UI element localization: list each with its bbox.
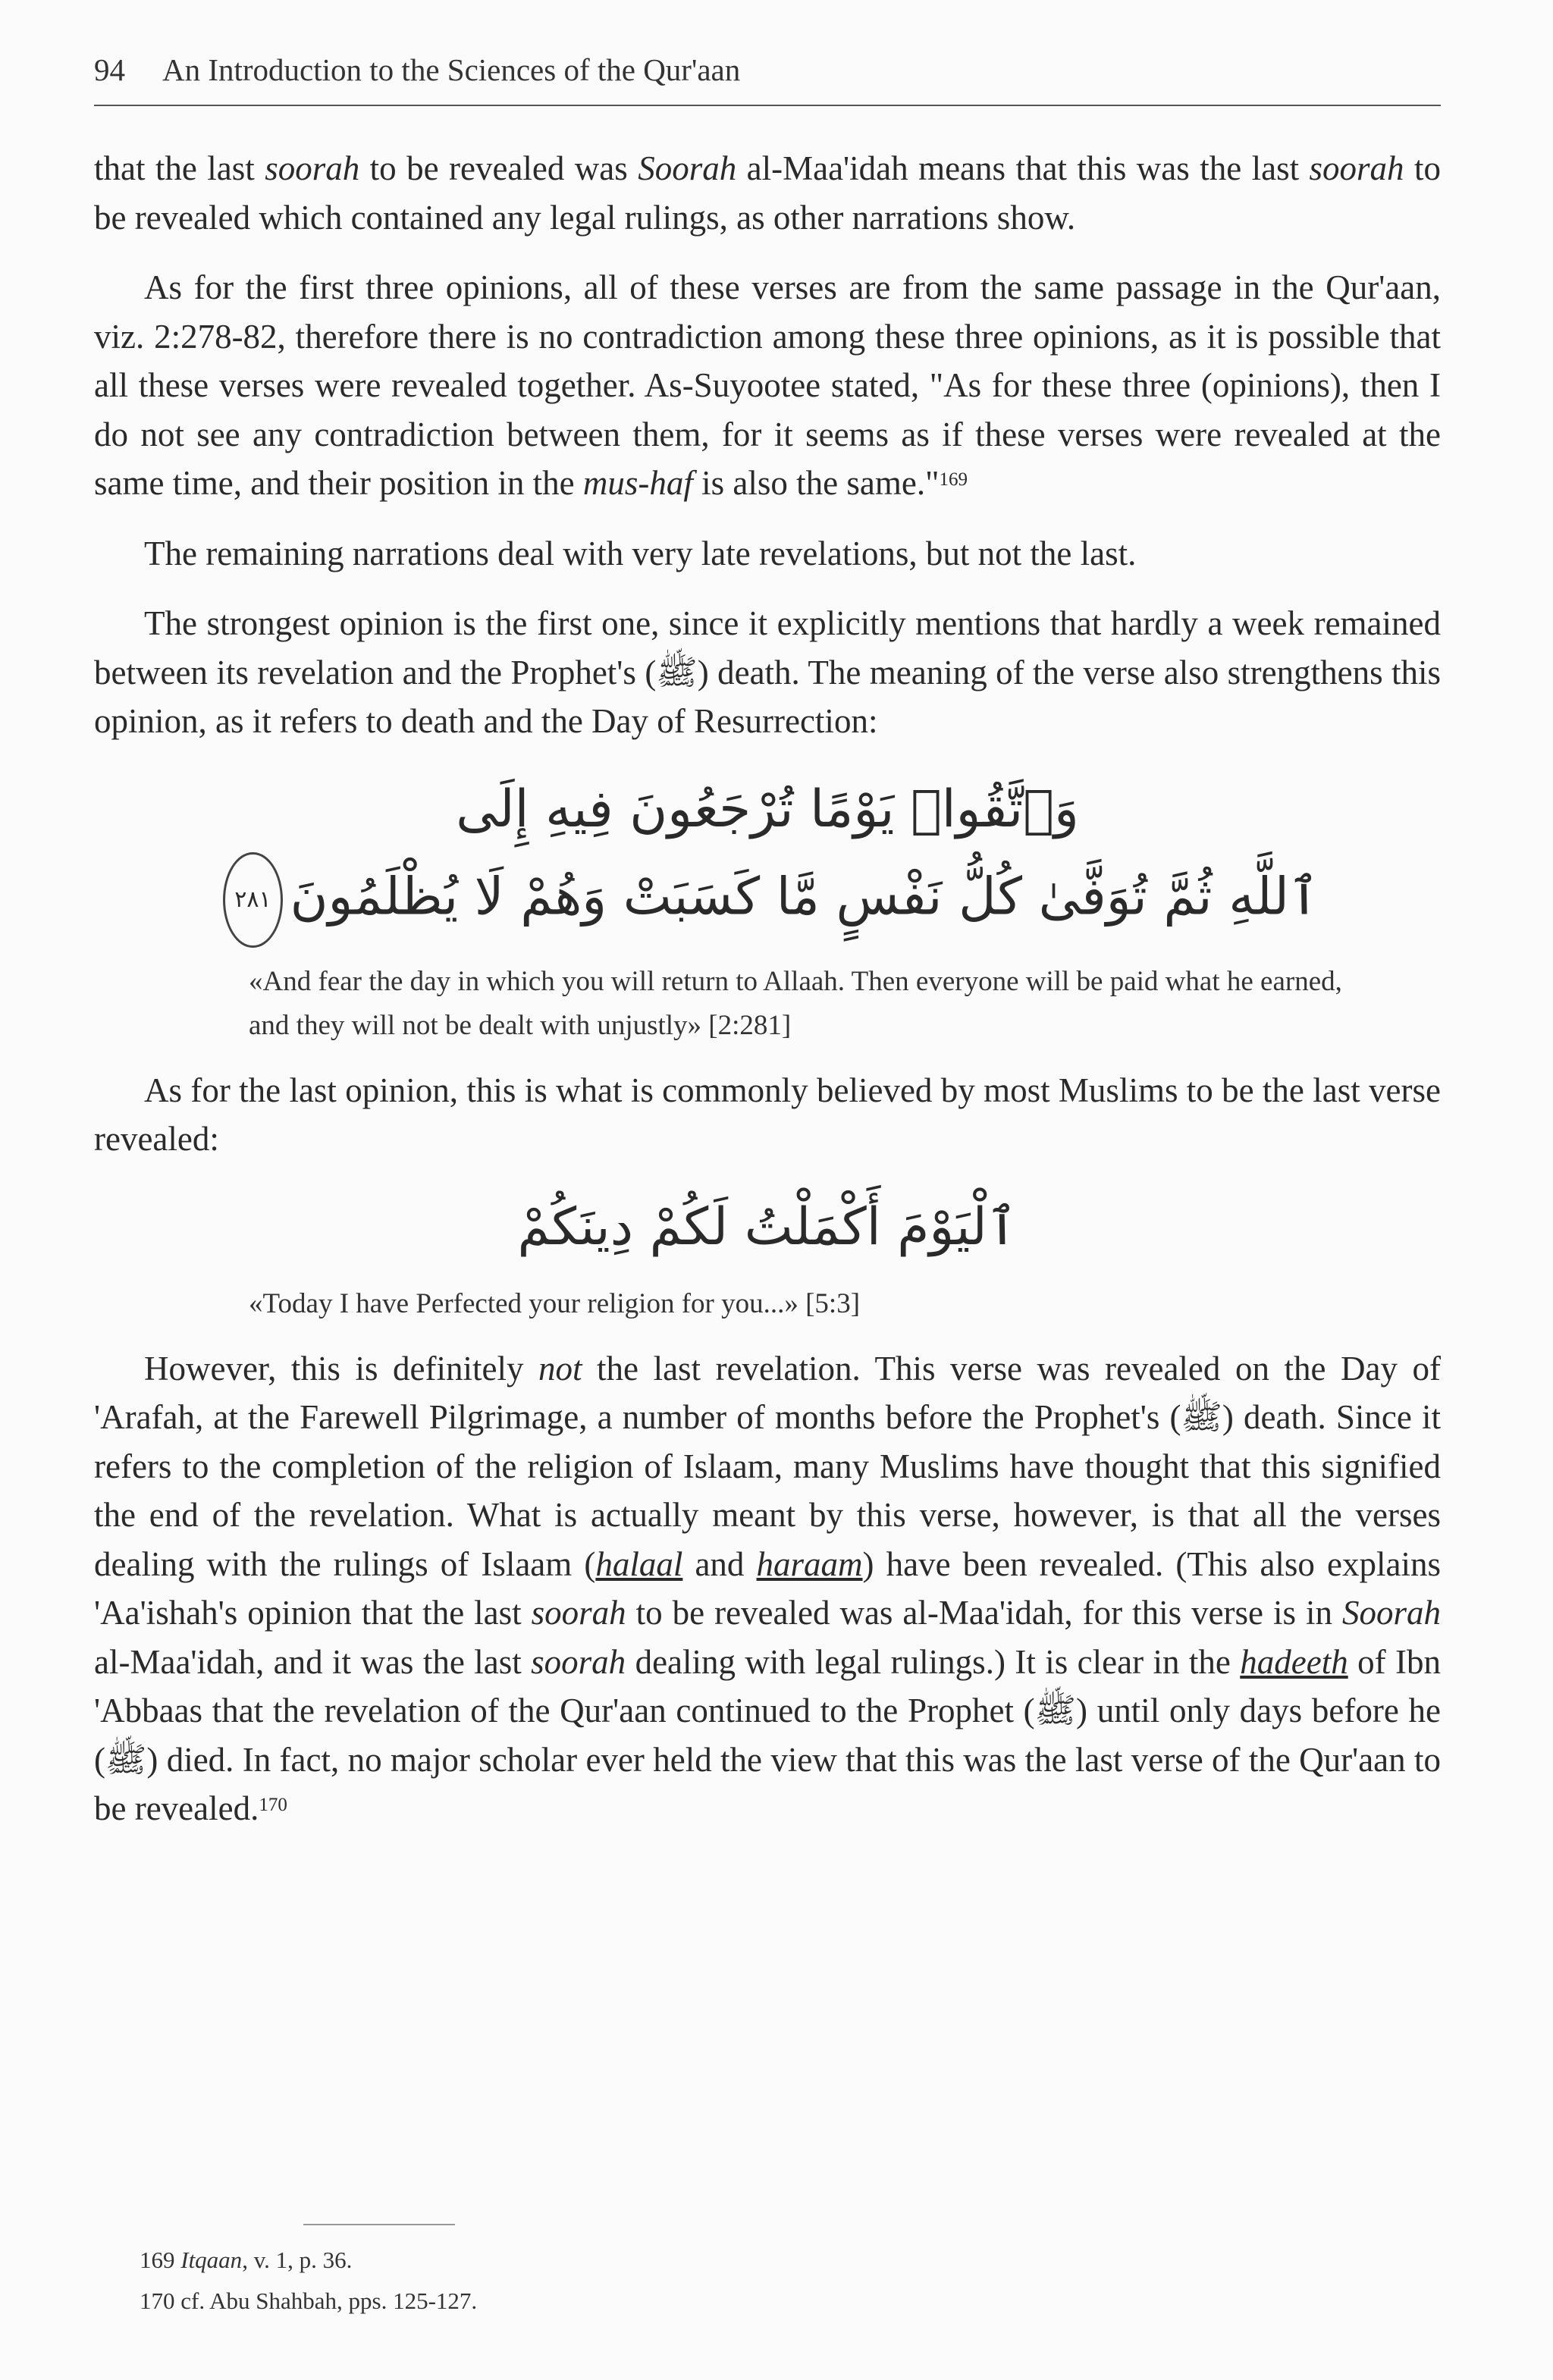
arabic-line-2 xyxy=(94,852,1441,948)
footnote-source-title: Itqaan xyxy=(180,2247,243,2273)
text-run: and xyxy=(682,1544,757,1583)
text-run: to be revealed which contained any legal rulings, as other narrations show. xyxy=(94,149,1441,237)
arabic-line-1: وَٱتَّقُوا۟ يَوْمًا تُرْجَعُونَ فِيهِ إِلَى xyxy=(456,779,1079,839)
quran-verse-5-3: ٱلْيَوْمَ أَكْمَلْتُ لَكُمْ دِينَكُمْ xyxy=(517,1196,1018,1257)
footnote-ref-169[interactable]: 169 xyxy=(939,469,968,490)
footnote-text: , v. 1, p. 36. xyxy=(242,2247,353,2273)
verse-translation-2-281: «And fear the day in which you will return to Allaah. Then everyone will be paid what he earned, and they will not be dealt with unjustly» [2:281] xyxy=(249,965,1342,1041)
text-run: al-Maa'idah, and it was the last xyxy=(94,1642,532,1681)
footnote-divider xyxy=(303,2224,455,2225)
footnote-ref-170[interactable]: 170 xyxy=(259,1795,287,1815)
paragraph-4: The strongest opinion is the first one, since it explicitly mentions that hardly a week remained between its revelation and the Prophet's (ﷺ) death. The meaning of the verse also strengthens this opinion, as it refers to death and the Day of Resurrection: xyxy=(94,604,1442,740)
footnote-number: 170 xyxy=(140,2287,175,2314)
quran-verse-2-281 xyxy=(94,767,1441,948)
italic-term: halaal xyxy=(595,1544,683,1583)
text-run: ) have been revealed. (This also explains 'Aa'ishah's opinion that the last xyxy=(94,1544,1441,1632)
page-number: 94 xyxy=(94,52,125,87)
footnote-170 xyxy=(140,2281,1277,2322)
paragraph-5: As for the last opinion, this is what is commonly believed by most Muslims to be the last verse revealed: xyxy=(94,1071,1441,1158)
text-run: the last revelation. This verse was revealed on the Day of 'Arafah, at the Farewell Pilgrimage, a number of months before the Prophet's (ﷺ) death. Since it refers to the completion of the religion of Islaam, many Muslims have thought that this signified the end of the revelation. What is actually meant by this verse, however, is that all the verses dealing with the rulings of Islaam ( xyxy=(94,1349,1441,1583)
text-run: al-Maa'idah means that this was the last xyxy=(736,149,1310,187)
verse-translation-5-3: «Today I have Perfected your religion for you...» [5:3] xyxy=(249,1287,861,1319)
italic-term: hadeeth xyxy=(1240,1642,1348,1681)
footnote-169 xyxy=(140,2240,1277,2281)
italic-term: Soorah xyxy=(1341,1594,1441,1632)
paragraph-2 xyxy=(94,263,1441,508)
italic-term: soorah xyxy=(531,1594,626,1632)
body-text xyxy=(94,144,1441,1833)
text-run: is also the same." xyxy=(692,464,940,502)
italic-term: soorah xyxy=(265,149,360,187)
paragraph-3: The remaining narrations deal with very late revelations, but not the last. xyxy=(144,534,1137,572)
paragraph-6 xyxy=(94,1344,1441,1833)
running-title: An Introduction to the Sciences of the Qur'aan xyxy=(162,52,741,87)
text-run: dealing with legal rulings.) It is clear in the xyxy=(626,1642,1241,1681)
footnote-text: cf. Abu Shahbah, pps. 125-127. xyxy=(180,2287,478,2314)
italic-term: soorah xyxy=(1309,149,1404,187)
italic-term: haraam xyxy=(756,1544,863,1583)
text-run: to be revealed was xyxy=(359,149,638,187)
italic-term: soorah xyxy=(531,1642,626,1681)
text-run: that the last xyxy=(94,149,265,187)
running-header xyxy=(94,45,1441,106)
paragraph-1 xyxy=(94,144,1441,242)
footnote-number: 169 xyxy=(140,2247,175,2273)
footnotes xyxy=(140,2240,1277,2322)
text-run: to be revealed was al-Maa'idah, for this verse is in xyxy=(626,1594,1342,1632)
text-run: of Ibn 'Abbaas that the revelation of the Qur'aan continued to the Prophet (ﷺ) until only days before he (ﷺ) died. In fact, no major scholar ever held the view that this was the last verse of the Qur'aan to be revealed. xyxy=(94,1642,1441,1827)
text-run: As for the first three opinions, all of these verses are from the same passage in the Qur'aan, viz. 2:278-82, therefore there is no contradiction among these three opinions, as it is possible that all these verses were revealed together. As-Suyootee stated, "As for these three (opinions), then I do not see any contradiction between them, for it seems as if these verses were revealed at the same time, and their position in the xyxy=(94,268,1441,502)
italic-term: Soorah xyxy=(638,149,737,187)
arabic-text: ٱللَّهِ ثُمَّ تُوَفَّىٰ كُلُّ نَفْسٍ مَّا كَسَبَتْ وَهُمْ لَا يُظْلَمُونَ xyxy=(290,867,1319,927)
italic-term: not xyxy=(538,1349,582,1388)
text-run: However, this is definitely xyxy=(144,1349,538,1388)
italic-term: mus-haf xyxy=(582,464,693,502)
ayah-number-mark: ٢٨١ xyxy=(223,852,282,948)
